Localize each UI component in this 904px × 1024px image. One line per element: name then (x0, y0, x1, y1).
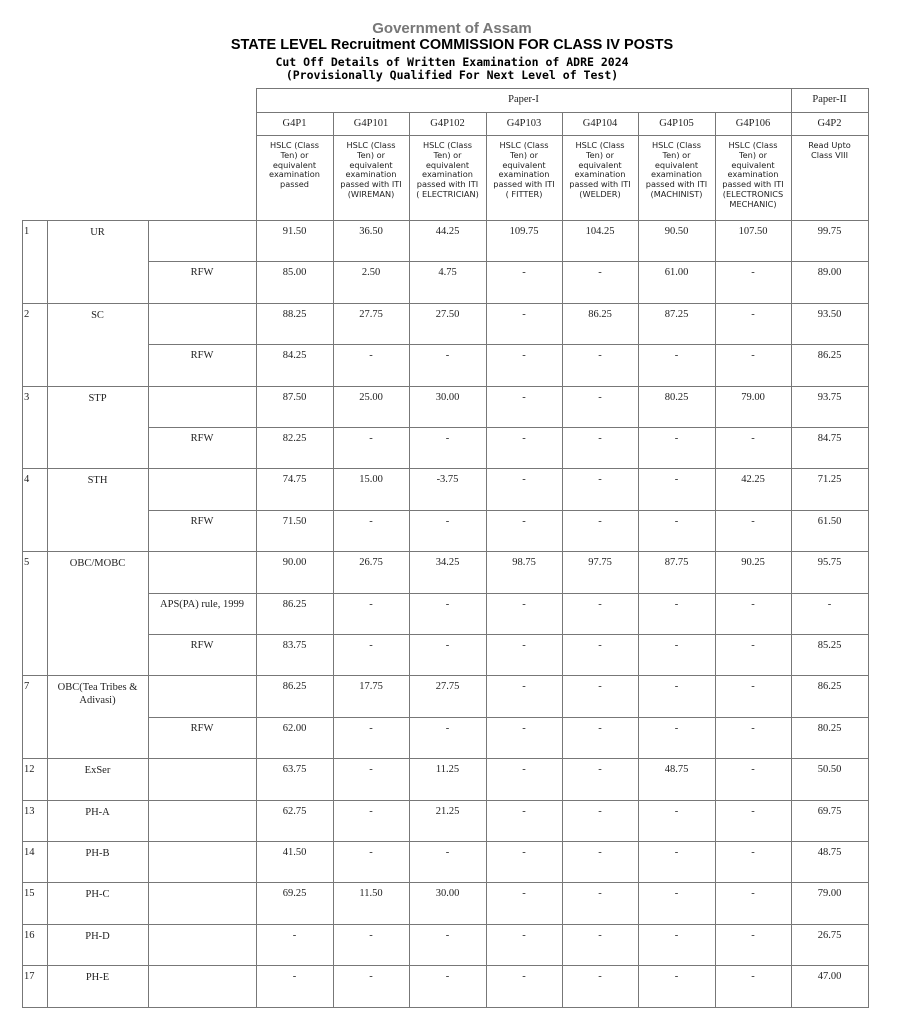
cell-g4p2: 93.75 (817, 392, 842, 403)
cell-g4p102: - (445, 723, 450, 734)
cell-g4p106: - (751, 350, 755, 361)
serial-no: 15 (24, 888, 35, 899)
rule-h (22, 758, 869, 759)
cell-g4p102: 4.75 (438, 267, 457, 278)
cell-g4p2: 79.00 (817, 888, 842, 899)
cell-g4p104: - (598, 474, 602, 485)
cell-g4p103: - (522, 640, 526, 651)
column-desc-line: passed with ITI (416, 179, 479, 190)
cell-g4p2: 86.25 (817, 681, 842, 692)
cell-g4p1: 91.50 (282, 226, 307, 237)
rule-h (148, 261, 869, 262)
column-desc-line: examination (345, 169, 397, 180)
cell-g4p103: - (522, 930, 526, 941)
header-commission: STATE LEVEL Recruitment COMMISSION FOR CLASS IV POSTS (230, 37, 674, 53)
cell-g4p1: 62.75 (282, 806, 307, 817)
category-label (47, 226, 148, 239)
rule-v (868, 88, 869, 1007)
column-code-g4p105: G4P105 (659, 118, 694, 129)
cell-g4p101: - (369, 640, 373, 651)
category-label (47, 474, 148, 487)
cell-g4p101: 11.50 (359, 888, 383, 899)
column-desc-line: passed with ITI (722, 179, 784, 190)
cell-g4p103: - (522, 350, 526, 361)
cell-g4p103: - (522, 723, 526, 734)
rule-h (22, 841, 869, 842)
cell-g4p104: - (598, 847, 602, 858)
category-label-line: PH-E (85, 972, 110, 983)
category-label (47, 764, 148, 777)
cell-g4p2: - (827, 599, 832, 610)
serial-no: 4 (24, 474, 30, 485)
column-desc-line: passed (280, 179, 309, 190)
cell-g4p1: 86.25 (282, 599, 307, 610)
cell-g4p101: 25.00 (359, 392, 383, 403)
column-desc-g4p2 (791, 141, 868, 161)
cell-g4p105: - (674, 806, 679, 817)
category-label-line: PH-D (85, 931, 110, 942)
category-label-line: Adivasi) (79, 695, 116, 706)
category-label (47, 847, 148, 860)
cell-g4p101: 15.00 (359, 474, 383, 485)
cell-g4p102: - (445, 599, 450, 610)
cell-g4p101: - (369, 971, 373, 982)
column-code-g4p2: G4P2 (817, 118, 842, 129)
serial-no: 17 (24, 971, 35, 982)
cell-g4p101: - (369, 599, 373, 610)
column-desc-g4p103 (486, 141, 562, 200)
cell-g4p1: 82.25 (282, 433, 307, 444)
category-label-line: PH-C (85, 889, 110, 900)
column-desc-line: HSLC (Class (346, 140, 396, 150)
paper-2-label: Paper-II (812, 94, 847, 105)
column-code-g4p102: G4P102 (430, 118, 465, 129)
subcategory-label: APS(PA) rule, 1999 (160, 599, 244, 610)
cell-g4p1: 83.75 (282, 640, 307, 651)
cell-g4p104: - (598, 516, 602, 527)
rule-h (22, 386, 869, 387)
category-label-line: STP (88, 393, 107, 404)
cell-g4p102: - (445, 433, 450, 444)
cell-g4p104: - (598, 350, 602, 361)
cell-g4p1: 87.50 (282, 392, 307, 403)
column-code-g4p103: G4P103 (506, 118, 542, 129)
cell-g4p106: - (751, 971, 755, 982)
rule-h (22, 675, 869, 676)
column-desc-line: equivalent (349, 159, 393, 170)
cell-g4p104: - (598, 971, 602, 982)
cell-g4p102: - (445, 930, 450, 941)
cell-g4p106: - (751, 433, 755, 444)
category-label (47, 392, 148, 405)
column-desc-line: (MACHINIST) (650, 188, 703, 199)
cell-g4p102: - (445, 516, 450, 527)
header-subtitle (0, 56, 904, 82)
subcategory-label: RFW (190, 350, 214, 361)
rule-h (22, 468, 869, 469)
cell-g4p106: - (751, 806, 755, 817)
cell-g4p2: 48.75 (817, 847, 842, 858)
cell-g4p105: - (674, 930, 679, 941)
category-label-line: PH-A (85, 807, 110, 818)
cell-g4p106: - (751, 930, 755, 941)
cell-g4p105: 80.25 (664, 392, 689, 403)
cell-g4p106: - (751, 888, 755, 899)
cell-g4p103: - (522, 888, 526, 899)
cell-g4p2: 71.25 (817, 474, 842, 485)
cell-g4p101: - (369, 847, 373, 858)
cell-g4p101: - (369, 806, 373, 817)
rule-h (148, 344, 869, 345)
cell-g4p105: - (674, 723, 679, 734)
serial-no: 2 (24, 309, 30, 320)
header-provisional-note: (Provisionally Qualified For Next Level of Test) (285, 68, 619, 82)
column-desc-line: ( FITTER) (505, 188, 543, 199)
column-desc-line: (WELDER) (579, 188, 621, 199)
rule-h (148, 510, 869, 511)
column-desc-line: Read Upto (808, 140, 851, 150)
column-desc-g4p1 (256, 141, 333, 190)
rule-h (22, 1007, 869, 1008)
cell-g4p2: 26.75 (817, 930, 842, 941)
cell-g4p1: 63.75 (282, 764, 307, 775)
category-label (47, 557, 148, 570)
rule-h (22, 303, 869, 304)
cell-g4p103: 109.75 (509, 226, 539, 237)
column-desc-line: examination (269, 169, 320, 180)
column-desc-line: passed with ITI (493, 179, 555, 190)
category-label (47, 971, 148, 984)
cell-g4p101: - (369, 723, 373, 734)
column-desc-line: equivalent (272, 159, 317, 170)
paper-1-label: Paper-I (508, 94, 539, 105)
cell-g4p106: - (751, 309, 755, 320)
cell-g4p104: - (598, 392, 602, 403)
category-label-line: ExSer (84, 765, 111, 776)
cell-g4p104: - (598, 640, 602, 651)
cell-g4p102: - (445, 350, 450, 361)
category-label-line: OBC(Tea Tribes & (57, 682, 138, 693)
cell-g4p102: - (445, 847, 450, 858)
cell-g4p2: 84.75 (817, 433, 842, 444)
cell-g4p1: 41.50 (282, 847, 307, 858)
cell-g4p105: 48.75 (664, 764, 689, 775)
column-desc-line: ( ELECTRICIAN) (416, 188, 479, 199)
category-label (47, 309, 148, 322)
column-desc-line: HSLC (Class (575, 140, 625, 150)
cell-g4p102: 34.25 (435, 557, 460, 568)
column-desc-line: equivalent (425, 159, 470, 170)
cell-g4p106: - (751, 681, 755, 692)
cell-g4p103: - (522, 392, 526, 403)
cell-g4p106: - (751, 764, 755, 775)
column-desc-line: (ELECTRONICS (722, 188, 784, 199)
cell-g4p102: 27.50 (435, 309, 460, 320)
cell-g4p102: 30.00 (435, 392, 460, 403)
column-desc-line: equivalent (578, 159, 622, 170)
column-desc-g4p101 (333, 141, 409, 200)
cell-g4p106: - (751, 516, 755, 527)
rule-h (256, 88, 869, 89)
cell-g4p2: 85.25 (817, 640, 842, 651)
cell-g4p106: 90.25 (741, 557, 765, 568)
cell-g4p106: 42.25 (741, 474, 765, 485)
column-code-g4p106: G4P106 (735, 118, 771, 129)
column-desc-line: Ten) or (356, 149, 385, 160)
cell-g4p1: 84.25 (282, 350, 307, 361)
column-desc-g4p106 (715, 141, 791, 210)
cell-g4p102: - (445, 640, 450, 651)
cell-g4p105: - (674, 433, 679, 444)
header-cutoff-title: Cut Off Details of Written Examination of ADRE 2024 (275, 55, 629, 69)
subcategory-label: RFW (190, 433, 214, 444)
column-desc-line: HSLC (Class (499, 140, 549, 150)
cell-g4p104: - (598, 723, 602, 734)
column-desc-line: examination (574, 169, 626, 180)
cell-g4p102: 44.25 (435, 226, 460, 237)
cell-g4p105: - (674, 599, 679, 610)
cell-g4p1: 74.75 (282, 474, 307, 485)
cell-g4p105: - (674, 971, 679, 982)
serial-no: 12 (24, 764, 35, 775)
rule-h (22, 551, 869, 552)
serial-no: 13 (24, 806, 35, 817)
cell-g4p101: - (369, 764, 373, 775)
cell-g4p104: 104.25 (585, 226, 615, 237)
category-label (47, 888, 148, 901)
rule-h (148, 634, 869, 635)
serial-no: 5 (24, 557, 30, 568)
subcategory-label: RFW (190, 267, 214, 278)
cell-g4p1: 86.25 (282, 681, 307, 692)
cell-g4p102: -3.75 (436, 474, 459, 485)
column-desc-line: Class VIII (811, 149, 848, 160)
column-desc-line: (WIREMAN) (347, 188, 395, 199)
cell-g4p2: 50.50 (817, 764, 842, 775)
column-desc-line: equivalent (731, 159, 775, 170)
cell-g4p106: - (751, 267, 755, 278)
column-desc-line: passed with ITI (340, 179, 402, 190)
rule-v (148, 220, 149, 1007)
cell-g4p1: 88.25 (282, 309, 307, 320)
cell-g4p105: - (674, 516, 679, 527)
column-desc-line: Ten) or (585, 149, 614, 160)
column-desc-line: Ten) or (509, 149, 538, 160)
cell-g4p105: - (674, 350, 679, 361)
cell-g4p103: - (522, 806, 526, 817)
cell-g4p106: 79.00 (741, 392, 765, 403)
serial-no: 3 (24, 392, 30, 403)
cell-g4p103: - (522, 971, 526, 982)
cell-g4p105: - (674, 640, 679, 651)
category-label-line: STH (87, 475, 108, 486)
cell-g4p105: 87.25 (664, 309, 689, 320)
cell-g4p2: 47.00 (817, 971, 842, 982)
cell-g4p1: - (292, 971, 297, 982)
subcategory-label: RFW (190, 516, 214, 527)
column-desc-line: passed with ITI (645, 179, 708, 190)
cell-g4p2: 89.00 (817, 267, 842, 278)
column-desc-line: examination (422, 169, 473, 180)
cell-g4p101: - (369, 930, 373, 941)
category-label-line: SC (91, 310, 104, 321)
column-desc-line: HSLC (Class (423, 140, 472, 150)
column-desc-line: equivalent (654, 159, 699, 170)
cell-g4p105: - (674, 888, 679, 899)
cell-g4p1: 69.25 (282, 888, 307, 899)
cell-g4p101: - (369, 516, 373, 527)
cell-g4p101: 17.75 (359, 681, 383, 692)
column-desc-g4p105 (638, 141, 715, 200)
cell-g4p2: 61.50 (817, 516, 842, 527)
cell-g4p105: - (674, 474, 679, 485)
cell-g4p104: - (598, 806, 602, 817)
rule-h (256, 112, 869, 113)
cell-g4p104: - (598, 888, 602, 899)
cell-g4p1: 90.00 (282, 557, 307, 568)
subcategory-label: RFW (190, 723, 214, 734)
cell-g4p101: - (369, 433, 373, 444)
column-code-g4p1: G4P1 (282, 118, 307, 129)
cell-g4p1: 85.00 (282, 267, 307, 278)
cell-g4p104: - (598, 764, 602, 775)
category-label-line: PH-B (85, 848, 110, 859)
column-desc-g4p102 (409, 141, 486, 200)
cell-g4p102: 21.25 (435, 806, 460, 817)
category-label-line: UR (90, 227, 105, 238)
serial-no: 1 (24, 226, 30, 237)
category-label (47, 681, 148, 707)
cell-g4p1: - (292, 930, 297, 941)
cell-g4p104: 97.75 (588, 557, 612, 568)
rule-h (22, 220, 869, 221)
cell-g4p103: 98.75 (512, 557, 536, 568)
cell-g4p103: - (522, 516, 526, 527)
column-desc-line: HSLC (Class (652, 140, 701, 150)
cell-g4p105: - (674, 847, 679, 858)
cell-g4p101: 36.50 (359, 226, 383, 237)
column-desc-line: equivalent (502, 159, 546, 170)
cell-g4p103: - (522, 599, 526, 610)
cell-g4p106: - (751, 723, 755, 734)
cell-g4p101: 2.50 (361, 267, 381, 278)
rule-h (22, 924, 869, 925)
cell-g4p1: 62.00 (282, 723, 307, 734)
rule-h (22, 965, 869, 966)
cell-g4p106: - (751, 847, 755, 858)
cell-g4p106: 107.50 (738, 226, 768, 237)
cell-g4p103: - (522, 309, 526, 320)
category-label (47, 806, 148, 819)
column-desc-line: Ten) or (662, 149, 691, 160)
cell-g4p102: 30.00 (435, 888, 460, 899)
cell-g4p101: 27.75 (359, 309, 383, 320)
serial-no: 14 (24, 847, 35, 858)
cell-g4p103: - (522, 267, 526, 278)
column-desc-line: Ten) or (280, 149, 309, 160)
cell-g4p102: 27.75 (435, 681, 460, 692)
rule-h (148, 593, 869, 594)
serial-no: 7 (24, 681, 30, 692)
column-desc-line: Ten) or (433, 149, 462, 160)
cell-g4p105: 61.00 (664, 267, 689, 278)
column-code-g4p104: G4P104 (582, 118, 618, 129)
cell-g4p106: - (751, 640, 755, 651)
cell-g4p103: - (522, 847, 526, 858)
cell-g4p104: - (598, 433, 602, 444)
cell-g4p2: 69.75 (817, 806, 842, 817)
cell-g4p106: - (751, 599, 755, 610)
cell-g4p2: 86.25 (817, 350, 842, 361)
cell-g4p103: - (522, 764, 526, 775)
cell-g4p105: 90.50 (664, 226, 689, 237)
rule-h (22, 800, 869, 801)
column-desc-line: examination (727, 169, 779, 180)
column-desc-line: examination (498, 169, 550, 180)
column-desc-line: HSLC (Class (270, 140, 319, 150)
cell-g4p103: - (522, 433, 526, 444)
subcategory-label: RFW (190, 640, 214, 651)
cell-g4p1: 71.50 (282, 516, 307, 527)
cell-g4p104: - (598, 599, 602, 610)
cell-g4p102: 11.25 (435, 764, 460, 775)
cell-g4p104: - (598, 930, 602, 941)
column-desc-line: passed with ITI (569, 179, 631, 190)
serial-no: 16 (24, 930, 35, 941)
rule-h (22, 882, 869, 883)
cell-g4p2: 99.75 (817, 226, 842, 237)
cell-g4p104: - (598, 267, 602, 278)
column-desc-line: HSLC (Class (728, 140, 778, 150)
cell-g4p104: 86.25 (588, 309, 612, 320)
column-desc-line: MECHANIC) (729, 198, 777, 209)
category-label (47, 930, 148, 943)
cell-g4p2: 93.50 (817, 309, 842, 320)
cell-g4p101: - (369, 350, 373, 361)
column-desc-line: examination (651, 169, 702, 180)
cell-g4p105: - (674, 681, 679, 692)
header-government: Government of Assam (372, 20, 532, 37)
rule-h (148, 427, 869, 428)
rule-v (22, 220, 23, 1007)
cell-g4p103: - (522, 681, 526, 692)
rule-h (148, 717, 869, 718)
column-code-g4p101: G4P101 (353, 118, 389, 129)
column-desc-g4p104 (562, 141, 638, 200)
cell-g4p103: - (522, 474, 526, 485)
cell-g4p105: 87.75 (664, 557, 689, 568)
cell-g4p2: 80.25 (817, 723, 842, 734)
cell-g4p102: - (445, 971, 450, 982)
column-desc-line: Ten) or (738, 149, 767, 160)
rule-h (256, 135, 869, 136)
cell-g4p2: 95.75 (817, 557, 842, 568)
cell-g4p104: - (598, 681, 602, 692)
cell-g4p101: 26.75 (359, 557, 383, 568)
category-label-line: OBC/MOBC (69, 558, 126, 569)
